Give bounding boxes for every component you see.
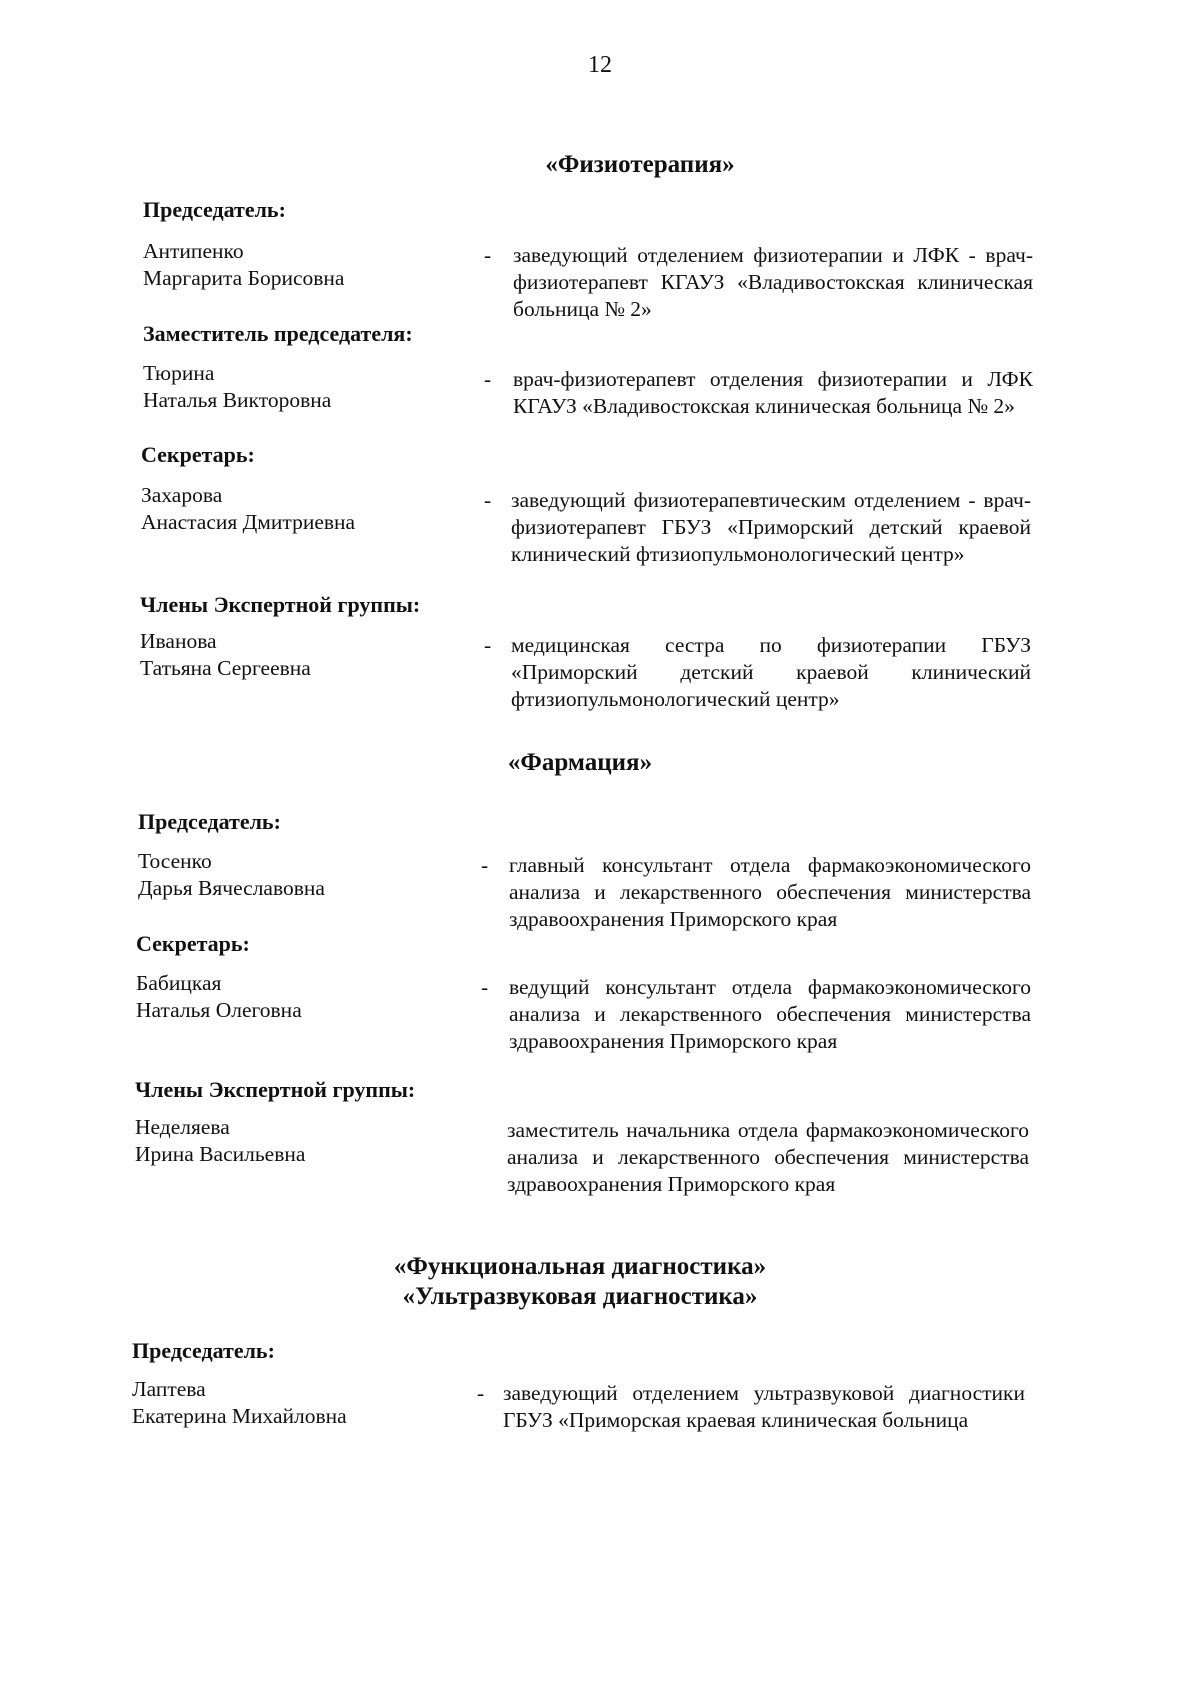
member-description: заместитель начальника отдела фармакоэкономического анализа и лекарственного обеспечения министерства здравоохранения Приморского края — [507, 1118, 1029, 1196]
member-given-name: Маргарита Борисовна — [143, 266, 345, 290]
member-surname: Бабицкая — [136, 971, 222, 995]
member-given-name: Дарья Вячеславовна — [138, 876, 325, 900]
member-given-name: Екатерина Михайловна — [132, 1404, 347, 1428]
section-title-physiotherapy: «Физиотерапия» — [545, 151, 735, 178]
dash-separator: - — [484, 367, 492, 391]
section-title-ultrasound-diagnostics: «Ультразвуковая диагностика» — [402, 1283, 758, 1310]
member-name — [138, 848, 468, 902]
member-surname: Захарова — [141, 483, 223, 507]
dash-separator: - — [481, 853, 489, 877]
member-given-name: Анастасия Дмитриевна — [141, 510, 356, 534]
section-title-pharmacy: «Фармация» — [507, 749, 653, 776]
role-chairman: Председатель: — [138, 809, 281, 834]
role-deputy-chairman: Заместитель председателя: — [143, 321, 413, 346]
role-secretary: Секретарь: — [136, 931, 250, 956]
member-name — [140, 628, 470, 682]
role-expert-members: Члены Экспертной группы: — [135, 1077, 416, 1102]
member-surname: Иванова — [140, 629, 217, 653]
member-description: заведующий физиотерапевтическим отделением - врач-физиотерапевт ГБУЗ «Приморский детский краевой клинический фтизиопульмонологический центр» — [511, 488, 1031, 566]
member-surname: Неделяева — [135, 1115, 230, 1139]
member-name — [143, 238, 473, 292]
member-surname: Лаптева — [132, 1377, 206, 1401]
section-title-functional-diagnostics: «Функциональная диагностика» — [393, 1253, 767, 1280]
dash-separator: - — [484, 243, 492, 267]
role-chairman: Председатель: — [132, 1338, 275, 1363]
member-description: медицинская сестра по физиотерапии ГБУЗ «Приморский детский краевой клинический фтизиопульмонологический центр» — [511, 633, 1031, 711]
dash-separator: - — [481, 975, 489, 999]
member-given-name: Наталья Олеговна — [136, 998, 302, 1022]
member-surname: Антипенко — [143, 239, 244, 263]
role-secretary: Секретарь: — [141, 442, 255, 467]
member-description: главный консультант отдела фармакоэкономического анализа и лекарственного обеспечения министерства здравоохранения Приморского края — [509, 853, 1031, 931]
page-number: 12 — [588, 52, 612, 78]
member-given-name: Наталья Викторовна — [143, 388, 332, 412]
role-chairman: Председатель: — [143, 197, 286, 222]
member-name — [135, 1114, 465, 1168]
member-description: заведующий отделением ультразвуковой диагностики ГБУЗ «Приморская краевая клиническая больница — [503, 1381, 1025, 1432]
member-name — [141, 482, 471, 536]
member-description: врач-физиотерапевт отделения физиотерапии и ЛФК КГАУЗ «Владивостокская клиническая больница № 2» — [513, 367, 1033, 418]
member-surname: Тюрина — [143, 361, 215, 385]
role-expert-members: Члены Экспертной группы: — [140, 592, 421, 617]
dash-separator: - — [484, 633, 492, 657]
dash-separator: - — [477, 1381, 485, 1405]
member-description: заведующий отделением физиотерапии и ЛФК - врач-физиотерапевт КГАУЗ «Владивостокская клиническая больница № 2» — [513, 243, 1033, 321]
dash-separator: - — [484, 488, 492, 512]
member-name — [136, 970, 466, 1024]
member-given-name: Ирина Васильевна — [135, 1142, 306, 1166]
member-description: ведущий консультант отдела фармакоэкономического анализа и лекарственного обеспечения министерства здравоохранения Приморского края — [509, 975, 1031, 1053]
member-surname: Тосенко — [138, 849, 212, 873]
member-name — [143, 360, 473, 414]
member-given-name: Татьяна Сергеевна — [140, 656, 311, 680]
member-name — [132, 1376, 462, 1430]
